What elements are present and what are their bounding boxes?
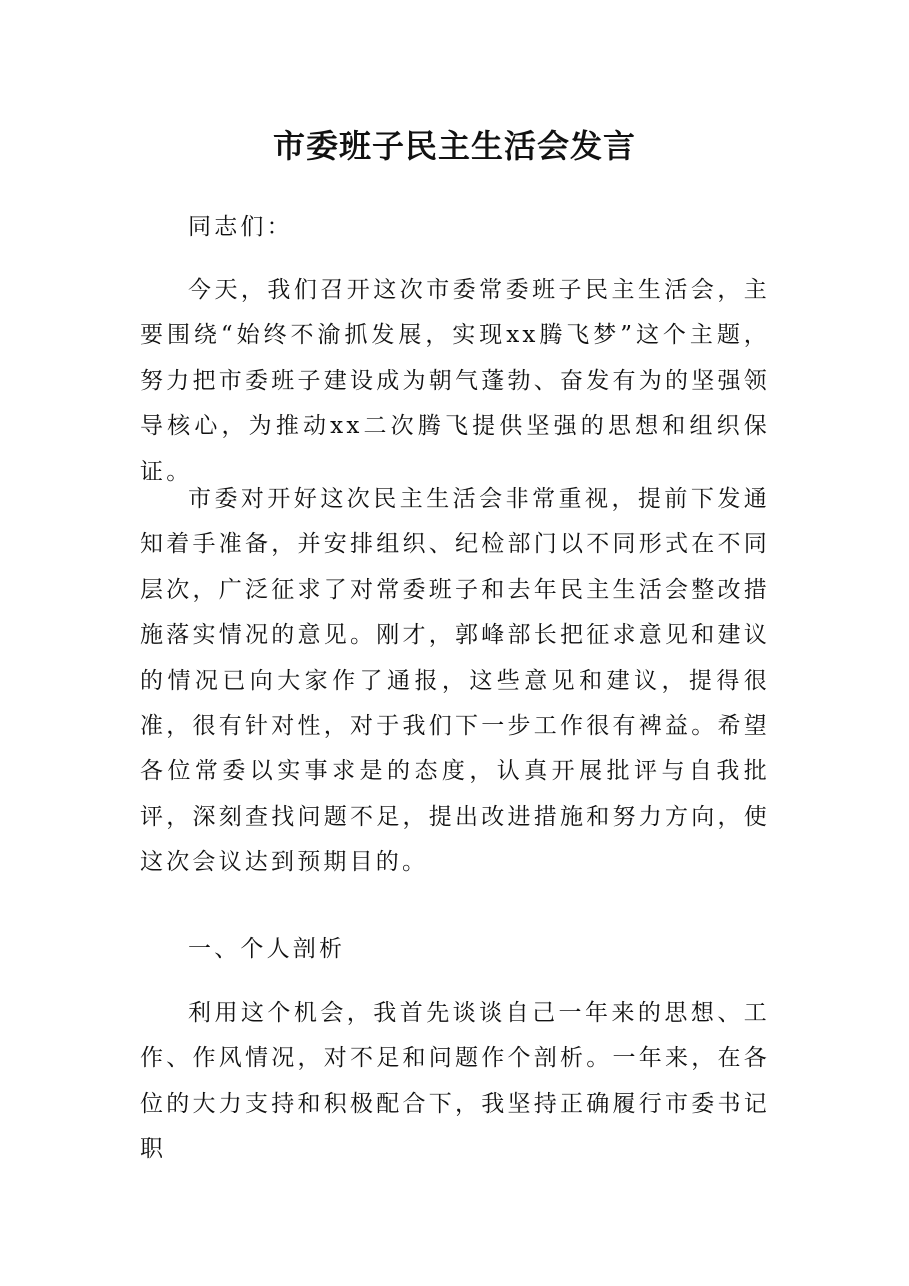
section-paragraph: 利用这个机会，我首先谈谈自己一年来的思想、工作、作风情况，对不足和问题作个剖析。一年来，在各位的大力支持和积极配合下，我坚持正确履行市委书记职 xyxy=(140,1000,770,1163)
greeting: 同志们： xyxy=(188,214,293,240)
section-heading: 一、个人剖析 xyxy=(188,936,346,962)
paragraph-1: 今天，我们召开这次市委常委班子民主生活会，主要围绕“始终不渝抓发展，实现xx腾飞梦”这个主题，努力把市委班子建设成为朝气蓬勃、奋发有为的坚强领导核心，为推动xx二次腾飞提供坚强的思想和组织保证。 xyxy=(140,277,770,485)
document-title: 市委班子民主生活会发言 xyxy=(272,127,636,165)
paragraph-2: 市委对开好这次民主生活会非常重视，提前下发通知着手准备，并安排组织、纪检部门以不同形式在不同层次，广泛征求了对常委班子和去年民主生活会整改措施落实情况的意见。刚才，郭峰部长把征求意见和建议的情况已向大家作了通报，这些意见和建议，提得很准，很有针对性，对于我们下一步工作很有裨益。希望各位常委以实事求是的态度，认真开展批评与自我批评，深刻查找问题不足，提出改进措施和努力方向，使这次会议达到预期目的。 xyxy=(140,486,770,876)
